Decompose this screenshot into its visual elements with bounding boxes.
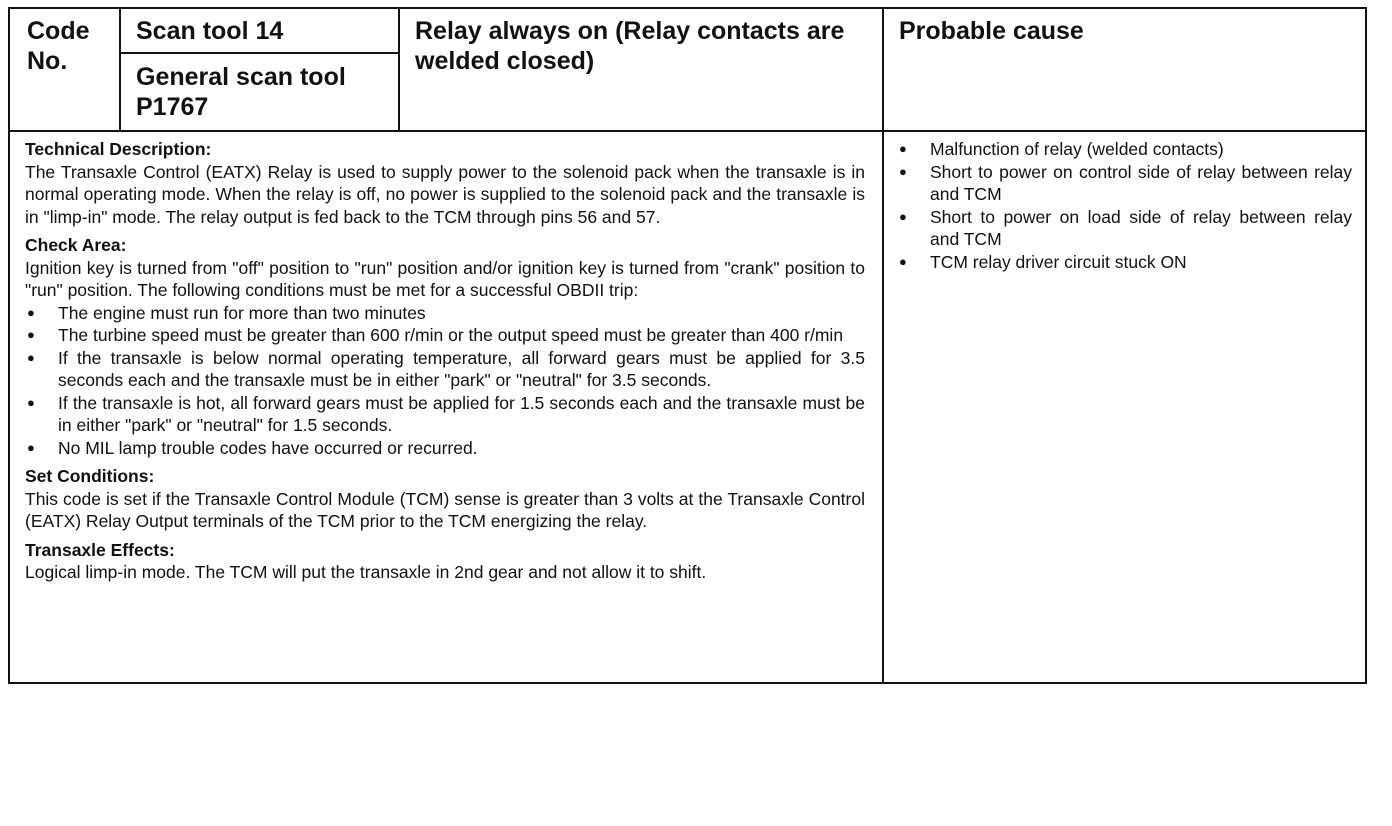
check-area-text: Ignition key is turned from "off" position to "run" position and/or ignition key is turned from "crank" position to "run" position. The following conditions must be met for a successful OBDII trip:: [25, 257, 865, 300]
list-item: ● The engine must run for more than two minutes: [25, 302, 865, 325]
scan-tool-14-label: Scan tool 14: [136, 17, 284, 45]
general-scan-tool-code: General scan tool P1767: [136, 63, 346, 121]
code-no-label: Code No.: [27, 17, 90, 75]
description-column: [25, 138, 865, 584]
list-item: ● If the transaxle is below normal operating temperature, all forward gears must be applied for 3.5 seconds each and the transaxle must be in either "park" or "neutral" for 3.5 seconds.: [25, 347, 865, 392]
probable-cause-heading: Probable cause: [899, 17, 1084, 45]
set-conditions-text: This code is set if the Transaxle Control Module (TCM) sense is greater than 3 volts at the Transaxle Control (EATX) Relay Output terminals of the TCM prior to the TCM energizing the relay.: [25, 488, 865, 531]
check-area-title: Check Area:: [25, 235, 127, 255]
probable-cause-column: [897, 138, 1352, 273]
transaxle-effects-text: Logical limp-in mode. The TCM will put the transaxle in 2nd gear and not allow it to shift.: [25, 562, 707, 582]
set-conditions-title: Set Conditions:: [25, 466, 155, 486]
list-item: ● Short to power on load side of relay between relay and TCM: [897, 206, 1352, 251]
divider-scan-col: [398, 9, 400, 131]
diagnostic-table: [8, 7, 1367, 684]
list-item: ● The turbine speed must be greater than 600 r/min or the output speed must be greater than 400 r/min: [25, 324, 865, 347]
probable-cause-list: [897, 138, 1352, 273]
list-item: ● No MIL lamp trouble codes have occurred or recurred.: [25, 437, 865, 460]
divider-scan-tool-row: [119, 52, 398, 54]
technical-description-text: The Transaxle Control (EATX) Relay is used to supply power to the solenoid pack when the transaxle is in normal operating mode. When the relay is off, no power is supplied to the solenoid pack and the transaxle is in "limp-in" mode. The relay output is fed back to the TCM through pins 56 and 57.: [25, 161, 865, 227]
page-title: Relay always on (Relay contacts are welded closed): [415, 17, 845, 75]
divider-cause-col: [882, 9, 884, 682]
divider-header-row: [10, 130, 1365, 132]
check-conditions-list: [25, 302, 865, 460]
list-item: ● Malfunction of relay (welded contacts): [897, 138, 1352, 161]
transaxle-effects-title: Transaxle Effects:: [25, 539, 175, 560]
technical-description-title: Technical Description:: [25, 139, 212, 159]
list-item: ● Short to power on control side of relay between relay and TCM: [897, 161, 1352, 206]
divider-code-col: [119, 9, 121, 131]
list-item: ● If the transaxle is hot, all forward gears must be applied for 1.5 seconds each and the transaxle must be in either "park" or "neutral" for 1.5 seconds.: [25, 392, 865, 437]
list-item: ● TCM relay driver circuit stuck ON: [897, 251, 1352, 274]
